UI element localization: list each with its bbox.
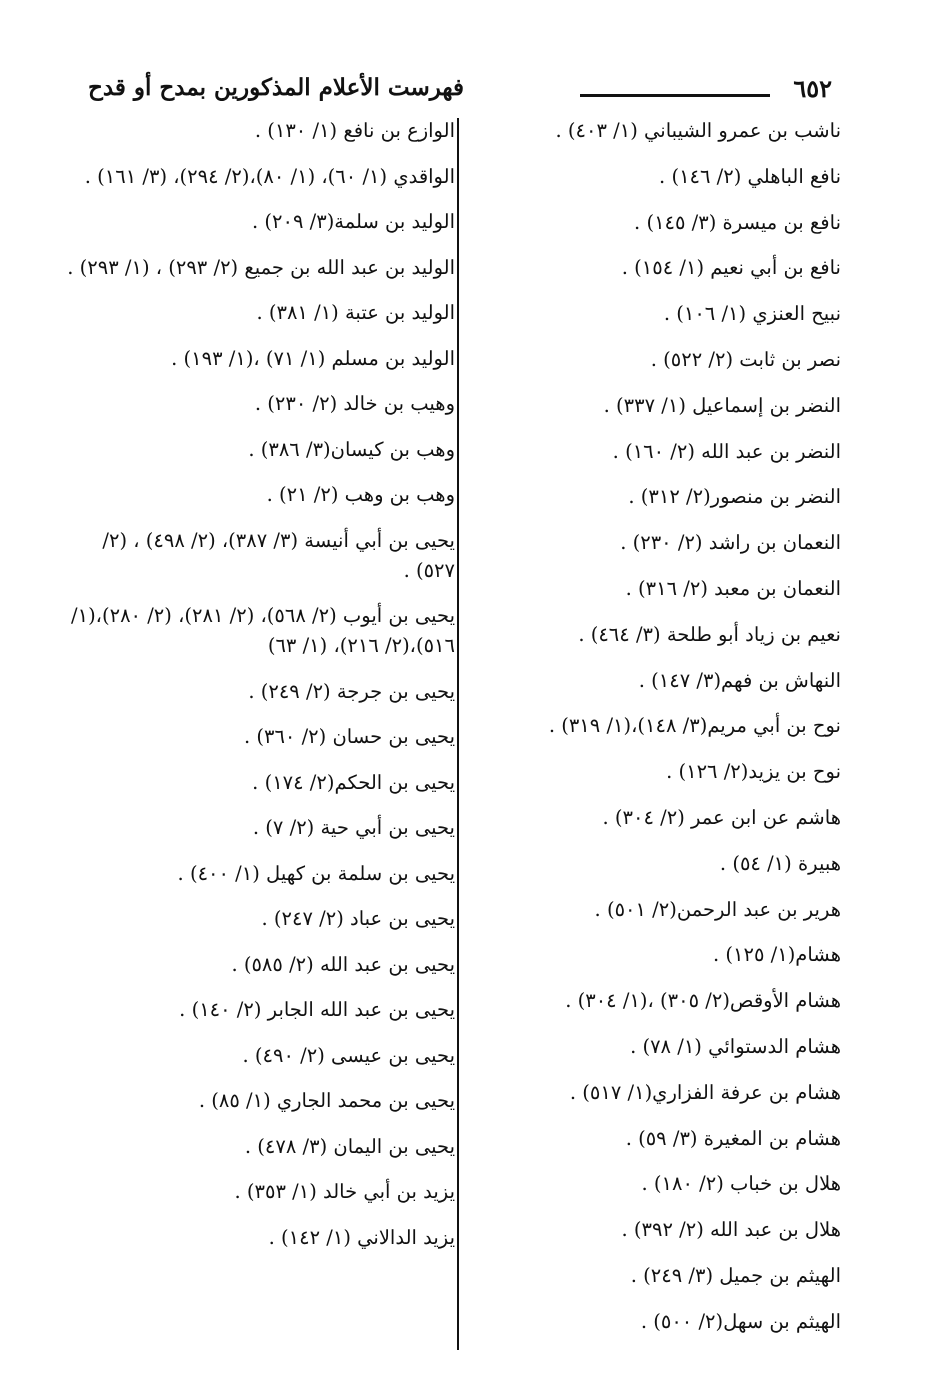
page-number: ٦٥٢ bbox=[793, 74, 832, 103]
index-entry: يحيى بن أيوب (٢/ ٥٦٨)، (٢/ ٢٨١)، (٢/ ٢٨٠)،(١/ ٥١٦)،(٢/ ٢١٦)، (١/ ٦٣) bbox=[71, 604, 455, 657]
index-entry: وهب بن وهب (٢/ ٢١) . bbox=[266, 483, 455, 506]
index-entry: وهب بن كيسان(٣/ ٣٨٦) . bbox=[248, 437, 455, 461]
index-entry: يحيى بن عبد الله الجابر (٢/ ١٤٠) . bbox=[179, 998, 455, 1021]
page-title: فهرست الأعلام المذكورين بمدح أو قدح bbox=[88, 74, 465, 101]
index-entry: الوليد بن عتبة (١/ ٣٨١) . bbox=[256, 301, 455, 324]
index-entry: نصر بن ثابت (٢/ ٥٢٢) . bbox=[650, 347, 841, 371]
index-entry: نافع بن أبي نعيم (١/ ١٥٤) . bbox=[621, 256, 841, 280]
left-column bbox=[63, 116, 455, 1268]
index-entry: الوازع بن نافع (١/ ١٣٠) . bbox=[254, 119, 455, 142]
index-entry: النعمان بن معبد (٢/ ٣١٦) . bbox=[625, 576, 841, 600]
index-entry: يحيى بن سلمة بن كهيل (١/ ٤٠٠) . bbox=[177, 861, 455, 885]
index-entry: يحيى بن جرجة (٢/ ٢٤٩) . bbox=[248, 679, 455, 703]
index-entry: ناشب بن عمرو الشيباني (١/ ٤٠٣) . bbox=[555, 119, 841, 142]
index-entry: هرير بن عبد الرحمن(٢/ ٥٠١) . bbox=[594, 897, 841, 921]
right-column bbox=[511, 116, 841, 1353]
index-entry: نافع الباهلي (٢/ ١٤٦) . bbox=[659, 164, 841, 188]
index-entry: هشام الدستوائي (١/ ٧٨) . bbox=[630, 1034, 841, 1058]
index-entry: الهيثم بن سهل(٢/ ٥٠٠) . bbox=[640, 1309, 841, 1333]
index-entry: النعمان بن راشد (٢/ ٢٣٠) . bbox=[620, 531, 841, 555]
index-entry: هشام بن المغيرة (٣/ ٥٩) . bbox=[625, 1126, 841, 1150]
index-entry: يحيى بن أبي حية (٢/ ٧) . bbox=[252, 816, 455, 839]
index-entry: يحيى بن اليمان (٣/ ٤٧٨) . bbox=[244, 1134, 455, 1158]
index-entry: يزيد بن أبي خالد (١/ ٣٥٣) . bbox=[234, 1180, 455, 1203]
index-entry: النهاش بن فهم(٣/ ١٤٧) . bbox=[638, 668, 841, 692]
index-entry: النضر بن منصور(٢/ ٣١٢) . bbox=[628, 485, 841, 509]
index-entry: يحيى بن عبد الله (٢/ ٥٨٥) . bbox=[231, 952, 455, 976]
index-entry: هشام(١/ ١٢٥) . bbox=[712, 943, 841, 967]
index-entry: هشام الأوقص(٢/ ٣٠٥) ،(١/ ٣٠٤) . bbox=[565, 989, 841, 1013]
index-entry: يحيى بن محمد الجاري (١/ ٨٥) . bbox=[198, 1089, 455, 1112]
index-entry: نوح بن أبي مريم(٣/ ١٤٨)،(١/ ٣١٩) . bbox=[548, 714, 841, 738]
index-entry: نوح بن يزيد(٢/ ١٢٦) . bbox=[666, 760, 841, 784]
column-divider bbox=[457, 118, 459, 1350]
index-entry: الواقدي (١/ ٦٠)، (١/ ٨٠)،(٢/ ٢٩٤)، (٣/ ١٦١) . bbox=[84, 164, 455, 188]
index-entry: الهيثم بن جميل (٣/ ٢٤٩) . bbox=[630, 1263, 841, 1287]
index-entry: النضر بن إسماعيل (١/ ٣٣٧) . bbox=[603, 393, 841, 417]
index-entry: الوليد بن عبد الله بن جميع (٢/ ٢٩٣) ، (١/ ٢٩٣) . bbox=[67, 255, 455, 279]
index-entry: يحيى بن عباد (٢/ ٢٤٧) . bbox=[261, 907, 455, 930]
index-entry: الوليد بن سلمة(٣/ ٢٠٩) . bbox=[252, 210, 455, 233]
header-rule bbox=[580, 94, 770, 97]
index-entry: هلال بن خباب (٢/ ١٨٠) . bbox=[641, 1172, 841, 1196]
index-entry: نبيح العنزي (١/ ١٠٦) . bbox=[663, 302, 841, 326]
index-entry: هاشم عن ابن عمر (٢/ ٣٠٤) . bbox=[602, 805, 841, 829]
index-entry: يزيد الدالاني (١/ ١٤٢) . bbox=[268, 1225, 455, 1249]
index-entry: يحيى بن حسان (٢/ ٣٦٠) . bbox=[243, 725, 455, 748]
page-header bbox=[88, 72, 840, 112]
index-entry: يحيى بن الحكم(٢/ ١٧٤) . bbox=[252, 770, 455, 794]
index-entry: نافع بن ميسرة (٣/ ١٤٥) . bbox=[634, 210, 841, 234]
index-entry: يحيى بن أبي أنيسة (٣/ ٣٨٧)، (٢/ ٤٩٨) ، (٢/ ٥٢٧) . bbox=[102, 528, 455, 582]
index-entry: هلال بن عبد الله (٢/ ٣٩٢) . bbox=[621, 1218, 841, 1242]
index-entry: هبيرة (١/ ٥٤) . bbox=[719, 851, 841, 875]
index-entry: الوليد بن مسلم (١/ ٧١) ،(١/ ١٩٣) . bbox=[171, 346, 455, 370]
index-entry: وهيب بن خالد (٢/ ٢٣٠) . bbox=[254, 392, 455, 415]
index-entry: هشام بن عرفة الفزاري(١/ ٥١٧) . bbox=[569, 1080, 841, 1104]
index-entry: النضر بن عبد الله (٢/ ١٦٠) . bbox=[612, 439, 841, 463]
index-entry: نعيم بن زياد أبو طلحة (٣/ ٤٦٤) . bbox=[578, 622, 841, 646]
index-entry: يحيى بن عيسى (٢/ ٤٩٠) . bbox=[242, 1043, 455, 1067]
